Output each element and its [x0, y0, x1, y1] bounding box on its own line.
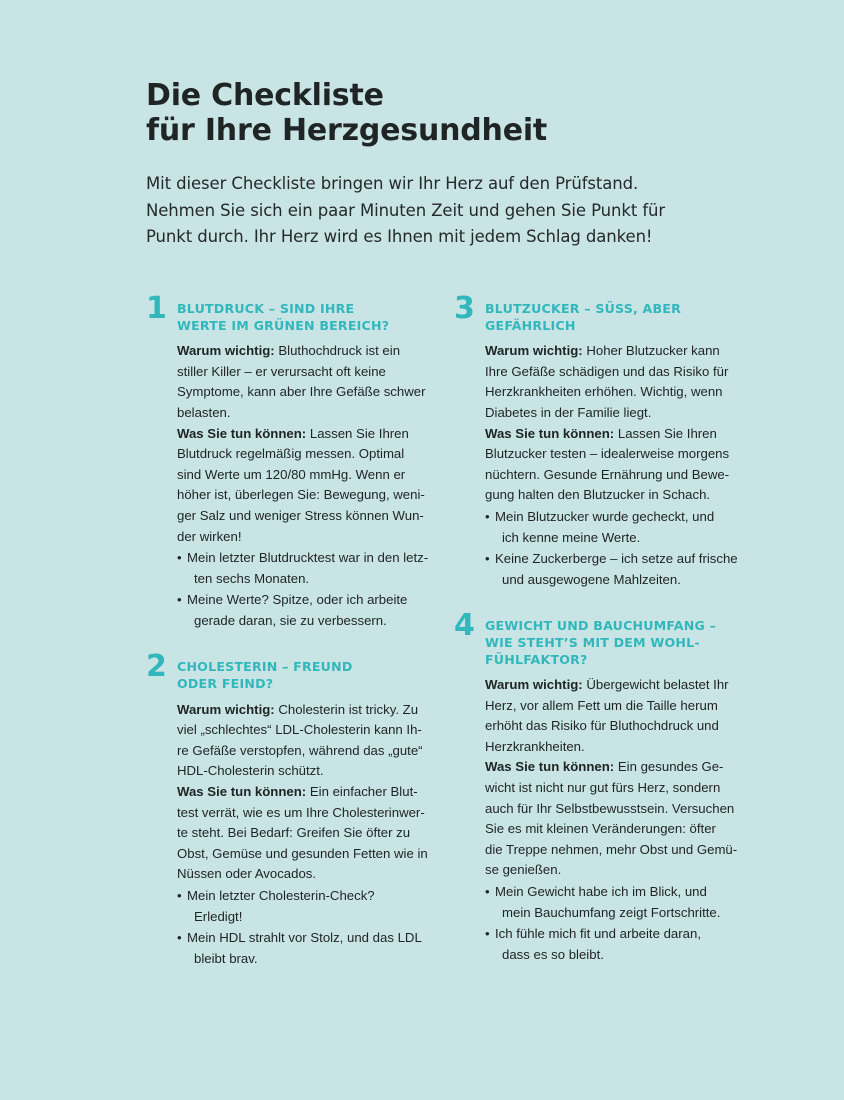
- page-title-line-2: für Ihre Herzgesundheit: [146, 113, 548, 149]
- page-title-line-1: Die Checkliste: [146, 78, 384, 113]
- section-3-number: 3: [454, 290, 475, 326]
- check-line-1: Mein letzter Blutdrucktest war in den letz-: [187, 550, 429, 566]
- section-2-why-line-1: [177, 700, 426, 721]
- check-line-1: Mein letzter Cholesterin-Check?: [187, 888, 375, 904]
- section-2-title-line-1: CHOLESTERIN – FREUND: [177, 659, 353, 675]
- check-line-2: ten sechs Monaten.: [194, 570, 310, 586]
- check-item[interactable]: [485, 882, 734, 923]
- intro-line-1: Mit dieser Checkliste bringen wir Ihr Herz auf den Prüfstand.: [146, 173, 639, 193]
- section-3-body: [485, 341, 738, 590]
- checklist-section-1: [146, 290, 429, 632]
- check-item[interactable]: [485, 507, 734, 548]
- section-2-do-text-1: Ein einfacher Blut-: [306, 784, 418, 800]
- section-4-do: [485, 757, 738, 881]
- section-4-title-line-2: WIE STEHT’S MIT DEM WOHL-: [485, 634, 700, 650]
- section-1-why-text-1: Bluthochdruck ist ein: [274, 343, 401, 359]
- checklist-section-2: [146, 649, 428, 969]
- section-1-do: [177, 424, 426, 548]
- section-2-do-line-5: Nüssen oder Avocados.: [177, 866, 317, 882]
- what-you-can-do-label: Was Sie tun können:: [485, 759, 615, 775]
- what-you-can-do-label: Was Sie tun können:: [485, 425, 615, 441]
- section-1-why-line-4: belasten.: [177, 404, 231, 420]
- check-line-1: Mein Blutzucker wurde gecheckt, und: [495, 508, 715, 524]
- check-line-2: gerade daran, sie zu verbessern.: [194, 612, 387, 628]
- section-3-why-line-3: Herzkrankheiten erhöhen. Wichtig, wenn: [485, 384, 723, 400]
- section-2-body: [177, 700, 426, 970]
- section-3-checklist: [485, 507, 738, 590]
- check-line-1: Mein Gewicht habe ich im Blick, und: [495, 884, 707, 900]
- check-line-2: ich kenne meine Werte.: [502, 529, 641, 545]
- page-title: [146, 78, 714, 149]
- check-item[interactable]: [177, 928, 426, 969]
- section-2-why-text-1: Cholesterin ist tricky. Zu: [274, 701, 419, 717]
- section-2-do: [177, 782, 426, 885]
- section-3-title-line-2: GEFÄHRLICH: [485, 317, 576, 333]
- checklist-section-4: [454, 608, 738, 965]
- section-2-do-line-2: test verrät, wie es um Ihre Cholesterinwer-: [177, 804, 425, 820]
- section-3-do-line-3: nüchtern. Gesunde Ernährung und Bewe-: [485, 466, 730, 482]
- section-3-title-line-1: BLUTZUCKER – SÜSS, ABER: [485, 300, 682, 316]
- check-line-2: und ausgewogene Mahlzeiten.: [502, 571, 681, 587]
- section-4-why-line-2: Herz, vor allem Fett um die Taille herum: [485, 697, 718, 713]
- what-you-can-do-label: Was Sie tun können:: [177, 784, 307, 800]
- section-4-checklist: [485, 882, 734, 965]
- section-4-title: [485, 616, 716, 668]
- section-1-do-text-1: Lassen Sie Ihren: [306, 425, 409, 441]
- section-4-do-line-1: [485, 757, 734, 778]
- bullet-icon: •: [177, 550, 182, 566]
- bullet-icon: •: [485, 551, 490, 567]
- section-4-body: [485, 675, 738, 965]
- section-1-title: [177, 299, 389, 334]
- column-left: [146, 290, 429, 969]
- section-1-do-line-5: ger Salz und weniger Stress können Wun-: [177, 507, 424, 523]
- section-1-do-line-3: sind Werte um 120/80 mmHg. Wenn er: [177, 466, 406, 482]
- check-line-2: Erledigt!: [194, 908, 243, 924]
- bullet-icon: •: [177, 888, 182, 904]
- section-1-why-line-3: Symptome, kann aber Ihre Gefäße schwer: [177, 384, 426, 400]
- bullet-icon: •: [177, 930, 182, 946]
- section-3-header: [454, 290, 734, 334]
- section-4-number: 4: [454, 608, 475, 644]
- intro-line-3: Punkt durch. Ihr Herz wird es Ihnen mit jedem Schlag danken!: [146, 227, 653, 247]
- section-1-title-line-2: WERTE IM GRÜNEN BEREICH?: [177, 317, 390, 333]
- section-1-title-line-1: BLUTDRUCK – SIND IHRE: [177, 300, 355, 316]
- section-4-header: [454, 608, 734, 668]
- why-important-label: Warum wichtig:: [177, 701, 275, 717]
- check-item[interactable]: [177, 886, 426, 927]
- section-2-why-line-4: HDL-Cholesterin schützt.: [177, 763, 324, 779]
- section-3-why-line-1: [485, 341, 734, 362]
- section-1-checklist: [177, 548, 429, 631]
- check-item[interactable]: [485, 924, 734, 965]
- masthead: [146, 78, 714, 251]
- section-3-why-line-4: Diabetes in der Familie liegt.: [485, 404, 652, 420]
- what-you-can-do-label: Was Sie tun können:: [177, 425, 307, 441]
- section-4-do-line-2: wicht ist nicht nur gut fürs Herz, sondern: [485, 780, 721, 796]
- section-3-do-text-1: Lassen Sie Ihren: [614, 425, 717, 441]
- section-4-why-line-4: Herzkrankheiten.: [485, 738, 585, 754]
- section-3-do-line-2: Blutzucker testen – idealerweise morgens: [485, 446, 730, 462]
- checklist-columns: [146, 290, 738, 969]
- check-item[interactable]: [177, 548, 429, 589]
- section-3-do: [485, 424, 734, 506]
- check-item[interactable]: [485, 549, 738, 590]
- section-1-why-line-2: stiller Killer – er verursacht oft keine: [177, 363, 386, 379]
- section-2-do-line-4: Obst, Gemüse und gesunden Fetten wie in: [177, 845, 428, 861]
- why-important-label: Warum wichtig:: [485, 343, 583, 359]
- intro-paragraph: [146, 171, 714, 251]
- section-2-header: [146, 649, 426, 692]
- why-important-label: Warum wichtig:: [177, 343, 275, 359]
- check-line-1: Ich fühle mich fit und arbeite daran,: [495, 926, 701, 942]
- check-line-2: dass es so bleibt.: [502, 946, 604, 962]
- section-1-do-line-2: Blutdruck regelmäßig messen. Optimal: [177, 446, 405, 462]
- section-4-do-line-3: auch für Ihr Selbstbewusstsein. Versuchen: [485, 800, 735, 816]
- section-3-why: [485, 341, 734, 423]
- section-4-title-line-1: GEWICHT UND BAUCHUMFANG –: [485, 618, 717, 634]
- section-4-do-line-4: Sie es mit kleinen Veränderungen: öfter: [485, 821, 716, 837]
- section-4-do-line-5: die Treppe nehmen, mehr Obst und Gemü-: [485, 841, 738, 857]
- section-1-body: [177, 341, 429, 631]
- checklist-section-3: [454, 290, 738, 590]
- check-line-1: Keine Zuckerberge – ich setze auf frische: [495, 551, 738, 567]
- why-important-label: Warum wichtig:: [485, 677, 583, 693]
- section-4-why-line-3: erhöht das Risiko für Bluthochdruck und: [485, 718, 719, 734]
- section-2-title: [177, 657, 353, 692]
- section-1-header: [146, 290, 426, 334]
- section-1-do-line-6: der wirken!: [177, 528, 242, 544]
- section-1-do-line-1: [177, 424, 426, 445]
- bullet-icon: •: [177, 592, 182, 608]
- bullet-icon: •: [485, 884, 490, 900]
- check-line-1: Mein HDL strahlt vor Stolz, und das LDL: [187, 930, 422, 946]
- bullet-icon: •: [485, 926, 490, 942]
- section-4-do-line-6: se genießen.: [485, 862, 562, 878]
- check-item[interactable]: [177, 590, 426, 631]
- bullet-icon: •: [485, 508, 490, 524]
- section-4-why: [485, 675, 734, 757]
- section-3-do-line-1: [485, 424, 734, 445]
- section-4-why-line-1: [485, 675, 734, 696]
- section-1-why: [177, 341, 426, 423]
- section-1-do-line-4: höher ist, überlegen Sie: Bewegung, weni-: [177, 487, 425, 503]
- section-1-why-line-1: [177, 341, 426, 362]
- section-2-title-line-2: ODER FEIND?: [177, 676, 274, 692]
- section-3-why-line-2: Ihre Gefäße schädigen und das Risiko für: [485, 363, 729, 379]
- section-4-do-text-1: Ein gesundes Ge-: [614, 759, 724, 775]
- section-3-do-line-4: gung halten den Blutzucker in Schach.: [485, 487, 711, 503]
- section-4-why-text-1: Übergewicht belastet Ihr: [582, 677, 729, 693]
- section-2-why-line-2: viel „schlechtes“ LDL-Cholesterin kann Ih-: [177, 722, 422, 738]
- section-1-number: 1: [146, 290, 167, 326]
- column-right: [454, 290, 738, 969]
- section-2-do-line-1: [177, 782, 426, 803]
- section-3-why-text-1: Hoher Blutzucker kann: [582, 343, 720, 359]
- check-line-1: Meine Werte? Spitze, oder ich arbeite: [187, 592, 408, 608]
- section-2-do-line-3: te steht. Bei Bedarf: Greifen Sie öfter zu: [177, 825, 411, 841]
- section-2-checklist: [177, 886, 426, 969]
- section-2-why-line-3: re Gefäße verstopfen, während das „gute“: [177, 742, 423, 758]
- section-2-why: [177, 700, 426, 782]
- intro-line-2: Nehmen Sie sich ein paar Minuten Zeit und gehen Sie Punkt für: [146, 200, 666, 220]
- section-2-number: 2: [146, 649, 167, 685]
- check-line-2: mein Bauchumfang zeigt Fortschritte.: [502, 904, 721, 920]
- section-4-title-line-3: FÜHLFAKTOR?: [485, 651, 588, 667]
- section-3-title: [485, 299, 681, 334]
- check-line-2: bleibt brav.: [194, 950, 258, 966]
